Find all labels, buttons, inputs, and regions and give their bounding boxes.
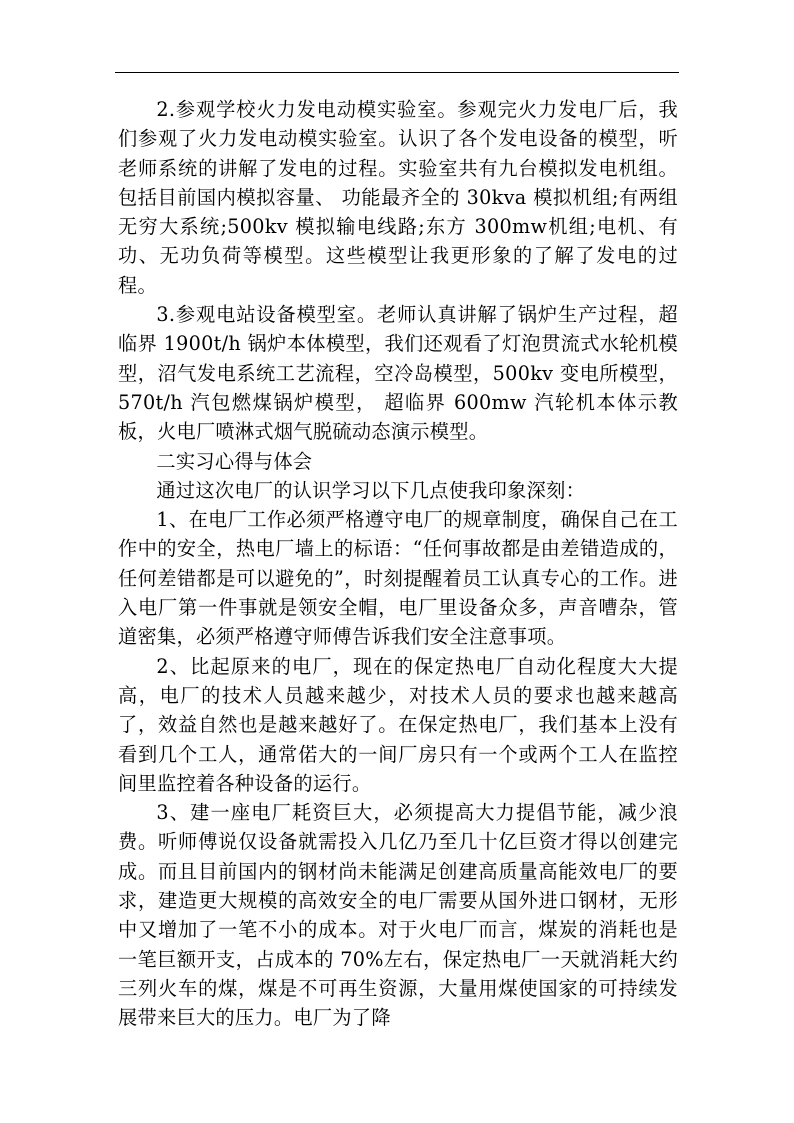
paragraph-point-3: 3、建一座电厂耗资巨大，必须提高大力提倡节能，减少浪费。听师傅说仅设备就需投入几亿乃至几十亿巨资才得以创建完成。而且目前国内的钢材尚未能满足创建高质量高能效电厂的要求，建造更大规模的高效安全的电厂需要从国外进口钢材，无形中又增加了一笔不小的成本。对于火电厂而言，煤炭的消耗也是一笔巨额开支，占成本的 70%左右，保定热电厂一天就消耗大约三列火车的煤，煤是不可再生资源，大量用煤使国家的可持续发展带来巨大的压力。电厂为了降 xyxy=(118,801,678,1030)
paragraph-lab-visit: 2.参观学校火力发电动模实验室。参观完火力发电厂后，我们参观了火力发电动模实验室。认识了各个发电设备的模型，听老师系统的讲解了发电的过程。实验室共有九台模拟发电机组。包括目前国内模拟容量、 功能最齐全的 30kva 模拟机组;有两组无穷大系统;500kv 模拟输电线路;东方 300mw机组;电机、有功、无功负荷等模型。这些模型让我更形象的了解了发电的过程。 xyxy=(118,98,678,297)
header-rule xyxy=(115,72,679,73)
paragraph-model-room-visit: 3.参观电站设备模型室。老师认真讲解了锅炉生产过程，超临界 1900t/h 锅炉本体模型，我们还观看了灯泡贯流式水轮机模型，沼气发电系统工艺流程，空冷岛模型，500kv 变电所模型，570t/h 汽包燃煤锅炉模型， 超临界 600mw 汽轮机本体示教板，火电厂喷淋式烟气脱硫动态演示模型。 xyxy=(118,303,678,444)
document-body xyxy=(118,95,678,1033)
section-heading: 二实习心得与体会 xyxy=(156,449,313,473)
paragraph-point-1: 1、在电厂工作必须严格遵守电厂的规章制度，确保自己在工作中的安全，热电厂墙上的标语：“任何事故都是由差错造成的，任何差错都是可以避免的”，时刻提醒着员工认真专心的工作。进入电厂第一件事就是领安全帽，电厂里设备众多，声音嘈杂，管道密集，必须严格遵守师傅告诉我们安全注意事项。 xyxy=(118,508,678,649)
paragraph-point-2: 2、比起原来的电厂，现在的保定热电厂自动化程度大大提高，电厂的技术人员越来越少，对技术人员的要求也越来越高了，效益自然也是越来越好了。在保定热电厂，我们基本上没有看到几个工人，通常偌大的一间厂房只有一个或两个工人在监控间里监控着各种设备的运行。 xyxy=(118,654,678,795)
paragraph-intro: 通过这次电厂的认识学习以下几点使我印象深刻： xyxy=(156,478,586,502)
